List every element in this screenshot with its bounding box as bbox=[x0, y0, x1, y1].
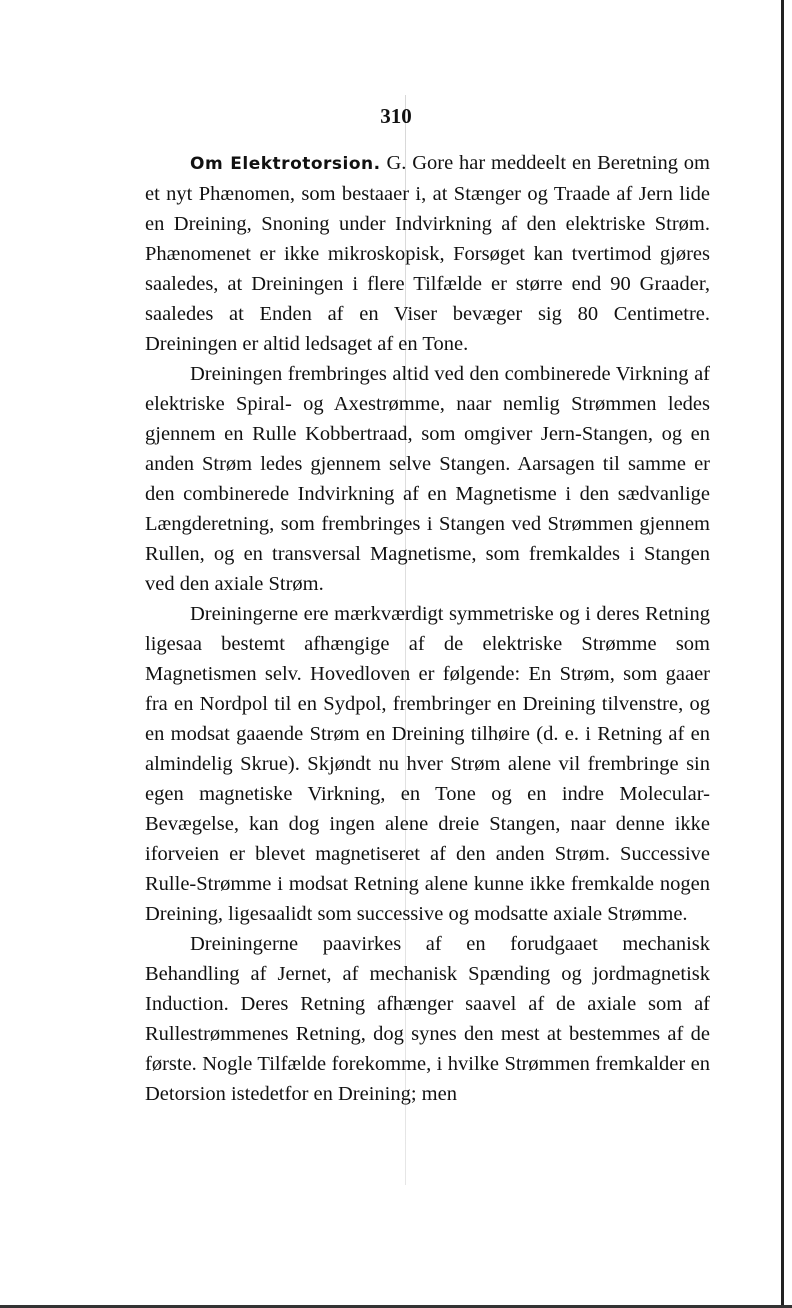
paragraph-1 bbox=[145, 148, 710, 359]
page-number: 310 bbox=[380, 104, 412, 128]
paragraph-3: Dreiningerne ere mærkværdigt symmetriske og i deres Retning ligesaa bestemt afhængige af de elektriske Strømme som Magnetismen selv. Hovedloven er følgende: En Strøm, som gaaer fra en Nordpol til en Sydpol, frembringer en Dreining tilvenstre, og en modsat gaaende Strøm en Dreining tilhøire (d. e. i Retning af en almindelig Skrue). Skjøndt nu hver Strøm alene vil frembringe sin egen magnetiske Virkning, en Tone og en indre Molecular-Bevægelse, kan dog ingen alene dreie Stangen, naar denne ikke iforveien er blevet magnetiseret af den anden Strøm. Successive Rulle-Strømme i modsat Retning alene kunne ikke fremkalde nogen Dreining, ligesaalidt som successive og modsatte axiale Strømme. bbox=[145, 603, 710, 925]
article-body bbox=[145, 148, 710, 1109]
page-edge-right bbox=[781, 0, 784, 1308]
paragraph-4: Dreiningerne paavirkes af en forudgaaet mechanisk Behandling af Jernet, af mechanisk Spænding og jordmagnetisk Induction. Deres Retning afhænger saavel af de axiale som af Rullestrømmenes Retning, dog synes den mest at bestemmes af de første. Nogle Tilfælde forekomme, i hvilke Strømmen fremkalder en Detorsion istedetfor en Dreining; men bbox=[145, 933, 710, 1105]
paragraph-1-text: G. Gore har meddeelt en Beretning om et nyt Phænomen, som bestaaer i, at Stænger og Traade af Jern lide en Dreining, Snoning under Indvirkning af den elektriske Strøm. Phænomenet er ikke mikroskopisk, Forsøget kan tvertimod gjøres saaledes, at Dreiningen i flere Tilfælde er større end 90 Graader, saaledes at Enden af en Viser bevæger sig 80 Centimetre. Dreiningen er altid ledsaget af en Tone. bbox=[145, 152, 710, 355]
article-heading: Om Elektrotorsion. bbox=[190, 154, 381, 174]
paragraph-2: Dreiningen frembringes altid ved den combinerede Virkning af elektriske Spiral- og Axestrømme, naar nemlig Strømmen ledes gjennem en Rulle Kobbertraad, som omgiver Jern-Stangen, og en anden Strøm ledes gjennem selve Stangen. Aarsagen til samme er den combinerede Indvirkning af en Magnetisme i den sædvanlige Længderetning, som frembringes i Stangen ved Strømmen gjennem Rullen, og en transversal Magnetisme, som fremkaldes i Stangen ved den axiale Strøm. bbox=[145, 363, 710, 595]
